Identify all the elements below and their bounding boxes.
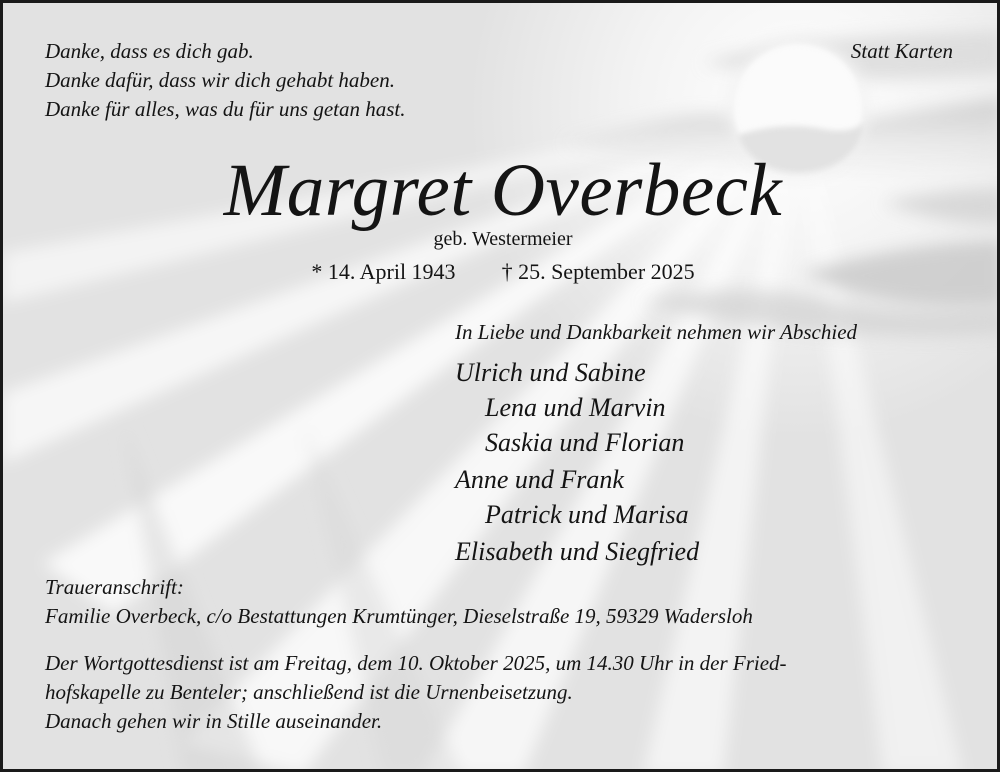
life-dates	[3, 258, 1000, 286]
birth-date: * 14. April 1943	[311, 259, 456, 284]
verse-line: Danke dafür, dass wir dich gehabt haben.	[45, 68, 395, 92]
deceased-name: Margret Overbeck	[223, 149, 783, 232]
mourner-names: Elisabeth und Siegfried	[455, 537, 700, 566]
mourning-address	[45, 573, 753, 631]
mourner-group	[455, 462, 699, 532]
address-text: Familie Overbeck, c/o Bestattungen Krumtünger, Dieselstraße 19, 59329 Wadersloh	[45, 604, 753, 628]
mourner-child: Lena und Marvin	[485, 393, 666, 422]
farewell-text: In Liebe und Dankbarkeit nehmen wir Abschied	[455, 320, 858, 344]
verse-line: Danke, dass es dich gab.	[45, 39, 254, 63]
mourner-child: Patrick und Marisa	[485, 500, 689, 529]
verse-block	[45, 37, 406, 124]
mourner-child: Saskia und Florian	[485, 428, 685, 457]
statt-karten-label: Statt Karten	[850, 39, 953, 63]
death-date: † 25. September 2025	[501, 259, 695, 284]
verse-line: Danke für alles, was du für uns getan hast.	[45, 97, 406, 121]
mourner-names: Anne und Frank	[455, 465, 624, 494]
service-line: hofskapelle zu Benteler; anschließend ist die Urnenbeisetzung.	[45, 680, 573, 704]
birth-name: geb. Westermeier	[433, 228, 573, 250]
mourner-group	[455, 534, 699, 569]
mourner-names: Ulrich und Sabine	[455, 358, 646, 387]
mourners-list	[455, 353, 699, 569]
service-line: Danach gehen wir in Stille auseinander.	[45, 709, 383, 733]
service-line: Der Wortgottesdienst ist am Freitag, dem 10. Oktober 2025, um 14.30 Uhr in der Fried-	[45, 651, 787, 675]
mourner-group	[455, 355, 699, 460]
service-info	[45, 649, 787, 736]
address-label: Traueranschrift:	[45, 575, 184, 599]
